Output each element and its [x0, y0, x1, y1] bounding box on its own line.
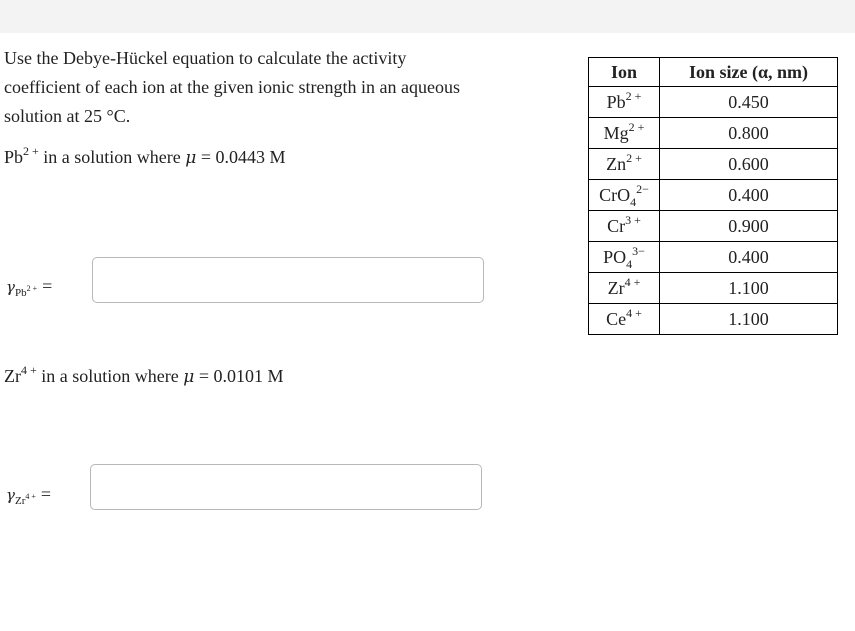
gamma-subscript: Zr	[14, 495, 26, 507]
header-ion: Ion	[589, 58, 660, 87]
question-text: in a solution where	[43, 147, 181, 167]
size-cell: 0.400	[660, 180, 838, 211]
table-row	[589, 118, 838, 149]
question-intro: Use the Debye-Hückel equation to calculate the activity coefficient of each ion at the given ionic strength in an aqueous solution at 25 °C.	[4, 48, 461, 126]
table-header-row	[589, 58, 838, 87]
question-pb	[4, 146, 286, 169]
gamma-subscript: Pb	[14, 287, 27, 299]
ion-base: Zr	[4, 366, 21, 386]
table-row	[589, 87, 838, 118]
table-row	[589, 304, 838, 335]
table-row	[589, 273, 838, 304]
top-bar	[0, 0, 855, 33]
size-cell: 0.800	[660, 118, 838, 149]
ion-cell: CrO$_4^{2-}$	[589, 180, 660, 211]
ion-cell: $Zr^{4 +}$	[589, 273, 660, 304]
table-row	[589, 242, 838, 273]
size-cell: 0.600	[660, 149, 838, 180]
equals-sign: =	[198, 366, 209, 386]
mu-symbol: μ	[185, 148, 197, 168]
ion-cell: $Cr^{3 +}$	[589, 211, 660, 242]
question-text: in a solution where	[41, 366, 179, 386]
gamma-zr-input[interactable]	[90, 464, 482, 510]
gamma-subscript-charge: 4 +	[25, 492, 36, 501]
ion-cell: $Mg^{2 +}$	[589, 118, 660, 149]
gamma-symbol: γ	[6, 278, 15, 296]
size-cell: 0.450	[660, 87, 838, 118]
equals-sign: =	[200, 147, 211, 167]
gamma-zr-label	[6, 484, 51, 511]
gamma-equals: =	[40, 484, 52, 504]
ion-cell: $Zn^{2 +}$	[589, 149, 660, 180]
size-cell: 0.900	[660, 211, 838, 242]
table-row	[589, 180, 838, 211]
size-cell: 1.100	[660, 304, 838, 335]
gamma-pb-label	[6, 276, 52, 303]
ion-cell: $Pb^{2 +}$	[589, 87, 660, 118]
header-ion-size: Ion size (α, nm)	[660, 58, 838, 87]
question-zr	[4, 365, 284, 388]
gamma-equals: =	[42, 276, 53, 296]
ion-base: Pb	[4, 147, 24, 167]
ionic-strength-value: 0.0443 M	[215, 147, 286, 167]
gamma-subscript-charge: 2 +	[26, 284, 38, 293]
mu-symbol: μ	[183, 367, 195, 387]
size-cell: 0.400	[660, 242, 838, 273]
ion-cell: $PO_4^{3-}$	[589, 242, 660, 273]
gamma-symbol: γ	[6, 486, 15, 504]
gamma-pb-input[interactable]	[92, 257, 484, 303]
table-row	[589, 149, 838, 180]
ion-size-table	[588, 57, 838, 335]
table-row	[589, 211, 838, 242]
ionic-strength-value: 0.0101 M	[213, 366, 284, 386]
ion-charge: 2 +	[23, 144, 39, 158]
ion-cell: $Ce^{4 +}$	[589, 304, 660, 335]
ion-charge: 4 +	[21, 363, 37, 377]
size-cell: 1.100	[660, 273, 838, 304]
